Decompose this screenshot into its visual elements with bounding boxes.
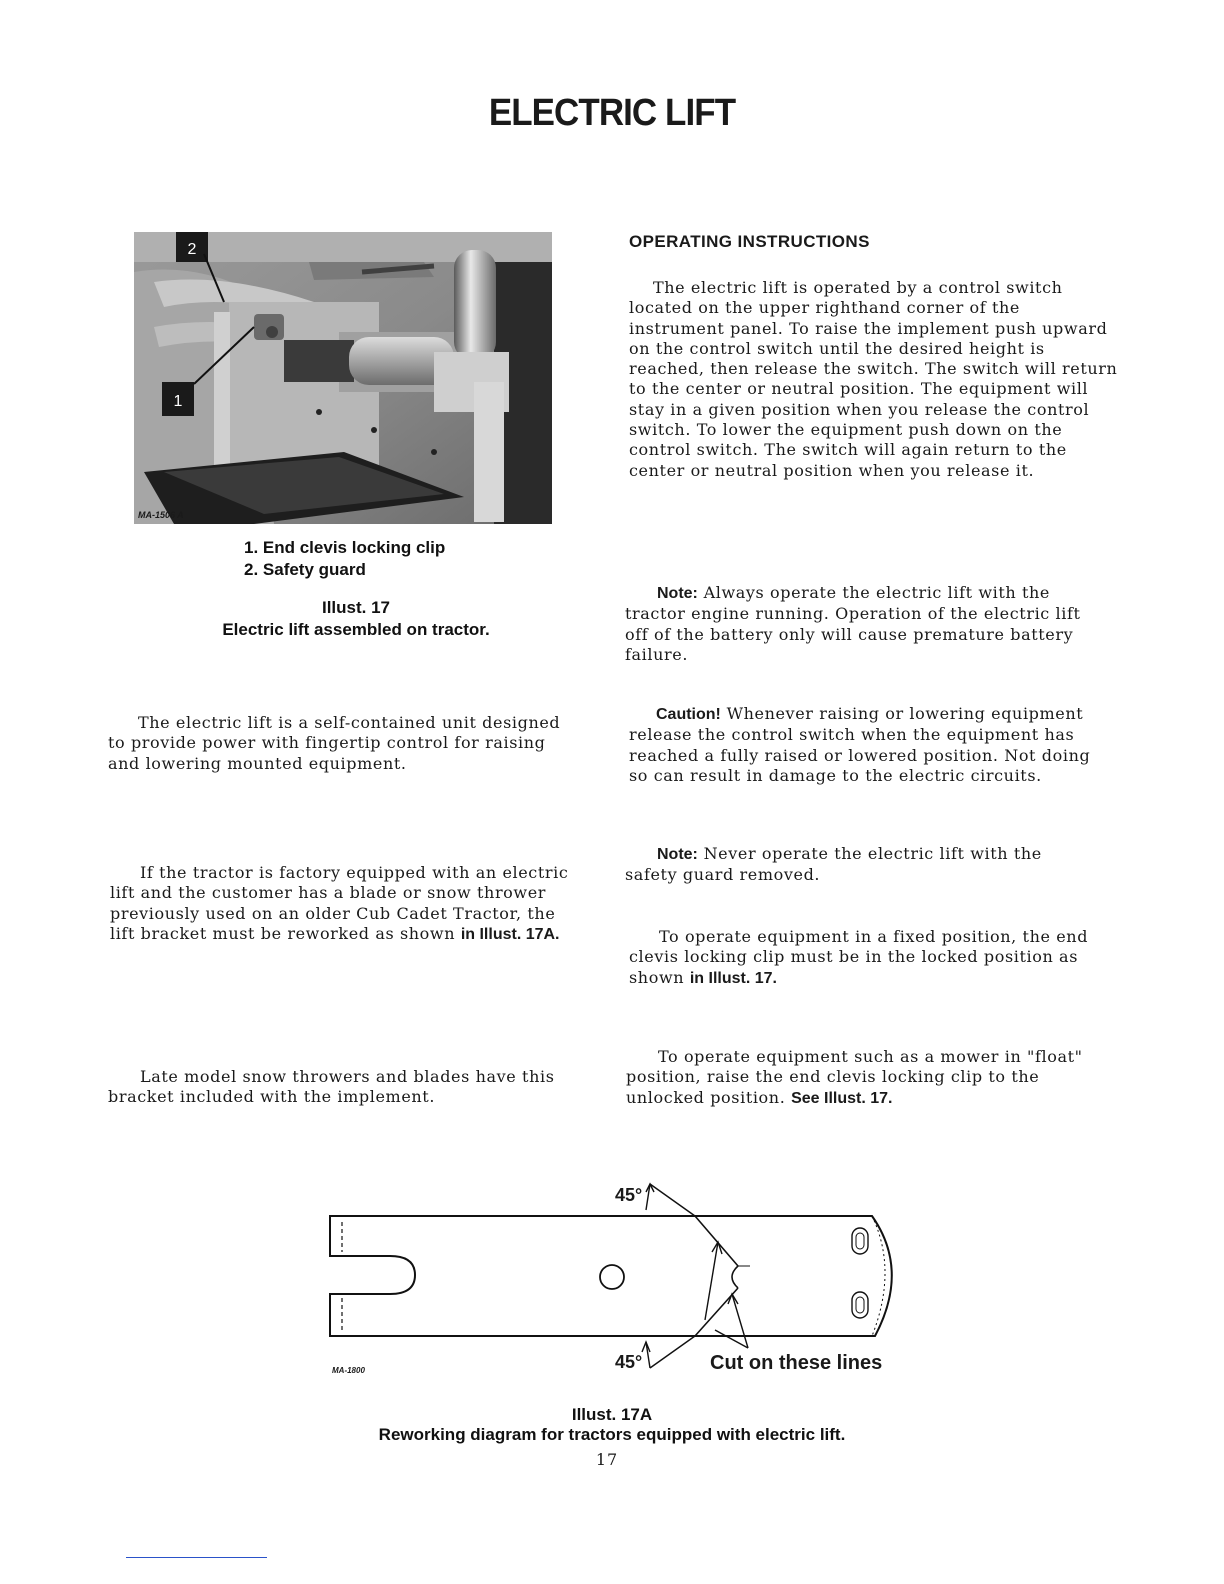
illustration-label: Illust. 17A <box>571 1405 653 1424</box>
illustration-label: Illust. 17 <box>321 598 391 617</box>
note-paragraph <box>625 844 1095 886</box>
page-number: 17 <box>595 1450 619 1469</box>
fixed-text: To operate equipment in a fixed position, the end clevis locking clip must be in the locked position as shown <box>629 927 1089 987</box>
intro-paragraph: The electric lift is a self-contained unit designed to provide power with fingertip control for raising and lowering mounted equipment. <box>108 713 561 773</box>
illustration-reference: See Illust. 17. <box>791 1089 893 1107</box>
photo-marker-2: 2 <box>187 241 197 258</box>
angle-label: 45° <box>615 1352 643 1372</box>
illustration-reference: in Illust. 17. <box>689 969 777 987</box>
operating-paragraph: The electric lift is operated by a control switch located on the upper righthand corner of the instrument panel. To raise the implement push upward on the control switch until the desired height is reached, then release the switch. The switch will return to the center or neutral position. The equipment will stay in a given position when you release the control switch. To lower the equipment push down on the control switch. The switch will again return to the center or neutral position when you release it. <box>629 278 1118 480</box>
cut-label: Cut on these lines <box>710 1352 883 1374</box>
photo-marker-1: 1 <box>173 393 183 410</box>
legend-item: 2. Safety guard <box>244 560 366 579</box>
late-model-paragraph: Late model snow throwers and blades have this bracket included with the implement. <box>108 1067 555 1107</box>
float-position-paragraph <box>626 1047 1096 1109</box>
note-text: Never operate the electric lift with the safety guard removed. <box>625 844 1042 885</box>
caution-paragraph <box>629 704 1109 786</box>
note-text: Always operate the electric lift with the tractor engine running. Operation of the electric lift off of the battery only will cause premature battery failure. <box>625 583 1081 664</box>
diagram-code: MA-1800 <box>332 1366 365 1375</box>
photo-code: MA-1506 A <box>138 510 184 520</box>
note-label: Note: <box>657 585 698 602</box>
illustration-reference: in Illust. 17A. <box>460 925 560 943</box>
caution-label: Caution! <box>656 706 721 723</box>
section-heading: OPERATING INSTRUCTIONS <box>629 232 870 251</box>
legend-item: 1. End clevis locking clip <box>244 538 446 557</box>
tractor-photo <box>134 232 552 524</box>
note-paragraph <box>625 583 1105 665</box>
illustration-caption: Reworking diagram for tractors equipped with electric lift. <box>378 1425 846 1444</box>
angle-label: 45° <box>615 1185 643 1205</box>
page-title: ELECTRIC LIFT <box>488 92 736 134</box>
factory-paragraph <box>110 863 580 945</box>
note-label: Note: <box>657 846 698 863</box>
float-text: To operate equipment such as a mower in "float" position, raise the end clevis locking clip to the unlocked position. <box>626 1047 1083 1107</box>
fixed-position-paragraph <box>629 927 1099 989</box>
illustration-caption: Electric lift assembled on tractor. <box>222 620 490 639</box>
caution-text: Whenever raising or lowering equipment release the control switch when the equipment has reached a fully raised or lowered position. Not doing so can result in damage to the electric circuits. <box>629 704 1091 785</box>
factory-text: If the tractor is factory equipped with an electric lift and the customer has a blade or snow thrower previously used on an older Cub Cadet Tractor, the lift bracket must be reworked as shown <box>110 863 569 943</box>
footer-rule <box>126 1557 267 1558</box>
